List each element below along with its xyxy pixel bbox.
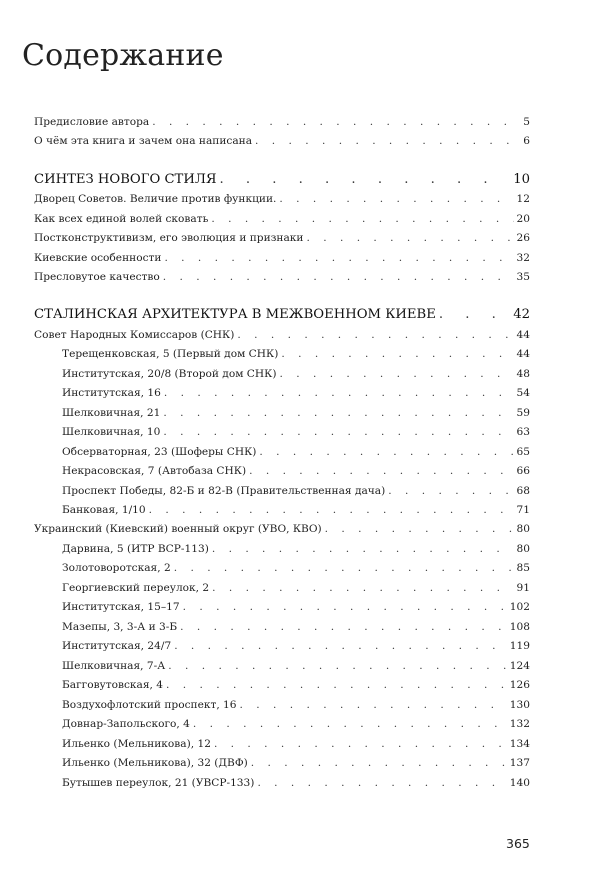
toc-entry-page: 32	[516, 252, 530, 264]
toc-entry-label: Золотоворотская, 2	[62, 562, 171, 574]
toc-entry[interactable]	[34, 115, 530, 129]
leader-dots	[180, 620, 507, 634]
toc-entry-page: 134	[509, 738, 530, 750]
toc-entry-label: Багговутовская, 4	[62, 679, 164, 691]
leader-dots	[183, 600, 507, 614]
toc-entry-page: 44	[516, 329, 530, 341]
leader-dots	[212, 581, 513, 595]
toc-entry-label: Институтская, 24/7	[62, 640, 172, 652]
toc-entry-page: 20	[516, 213, 530, 225]
toc-subentry[interactable]	[62, 484, 530, 498]
toc-subentry[interactable]	[62, 600, 530, 614]
toc-entry-label: Киевские особенности	[34, 252, 162, 264]
toc-entry[interactable]	[34, 270, 530, 284]
leader-dots	[279, 367, 513, 381]
toc-entry-label: Проспект Победы, 82-Б и 82-В (Правительственная дача)	[62, 485, 386, 497]
toc-entry-label: Институтская, 16	[62, 387, 161, 399]
toc-entry-label: СИНТЕЗ НОВОГО СТИЛЯ	[34, 172, 217, 187]
toc-entry-label: Ильенко (Мельникова), 32 (ДВФ)	[62, 757, 248, 769]
toc-entry-page: 102	[509, 601, 530, 613]
toc-entry-page: 48	[516, 368, 530, 380]
toc-subentry[interactable]	[62, 367, 530, 381]
leader-dots	[251, 756, 507, 770]
leader-dots	[163, 406, 513, 420]
leader-dots	[237, 328, 513, 342]
toc-subentry[interactable]	[62, 678, 530, 692]
toc-entry-label: Георгиевский переулок, 2	[62, 582, 210, 594]
toc-entry-label: Шелковичная, 21	[62, 407, 161, 419]
leader-dots	[439, 306, 510, 323]
leader-dots	[259, 445, 513, 459]
leader-dots	[388, 484, 513, 498]
leader-dots	[168, 659, 507, 673]
toc-entry[interactable]	[34, 212, 530, 226]
toc-entry-label: Мазепы, 3, 3-А и 3-Б	[62, 621, 178, 633]
toc-entry-page: 137	[509, 757, 530, 769]
toc-section-heading[interactable]	[34, 306, 530, 323]
toc-subentry[interactable]	[62, 561, 530, 575]
toc-subentry[interactable]	[62, 717, 530, 731]
toc-entry-label: Обсерваторная, 23 (Шоферы СНК)	[62, 446, 257, 458]
toc-entry-page: 126	[509, 679, 530, 691]
toc-entry-label: Институтская, 20/8 (Второй дом СНК)	[62, 368, 277, 380]
leader-dots	[279, 192, 513, 206]
toc-entry-page: 42	[513, 307, 530, 322]
toc-entry-page: 6	[523, 135, 530, 147]
toc-entry-page: 26	[516, 232, 530, 244]
toc-entry-page: 80	[516, 543, 530, 555]
leader-dots	[163, 425, 513, 439]
toc-subentry[interactable]	[62, 737, 530, 751]
toc-entry-label: О чём эта книга и зачем она написана	[34, 135, 253, 147]
page-number: 365	[506, 836, 530, 851]
toc-entry-page: 10	[513, 172, 530, 187]
toc-entry[interactable]	[34, 192, 530, 206]
leader-dots	[255, 134, 520, 148]
toc-subentry[interactable]	[62, 425, 530, 439]
toc-entry-page: 140	[509, 777, 530, 789]
toc-entry-label: Совет Народных Комиссаров (СНК)	[34, 329, 235, 341]
toc-subentry[interactable]	[62, 406, 530, 420]
toc-entry-label: Как всех единой волей сковать	[34, 213, 209, 225]
toc-entry-page: 91	[516, 582, 530, 594]
leader-dots	[152, 115, 520, 129]
toc-entry-page: 12	[516, 193, 530, 205]
toc-entry-label: Институтская, 15–17	[62, 601, 180, 613]
leader-dots	[220, 171, 511, 188]
leader-dots	[306, 231, 513, 245]
toc-entry-page: 68	[516, 485, 530, 497]
toc-entry-page: 65	[516, 446, 530, 458]
toc-entry-label: Шелковичная, 10	[62, 426, 161, 438]
toc-subentry[interactable]	[62, 698, 530, 712]
toc-entry-label: Бутышев переулок, 21 (УВСР-133)	[62, 777, 255, 789]
toc-subentry[interactable]	[62, 542, 530, 556]
leader-dots	[211, 212, 513, 226]
toc-entry-label: Воздухофлотский проспект, 16	[62, 699, 237, 711]
toc-entry-page: 119	[509, 640, 530, 652]
toc-entry-label: Дворец Советов. Величие против функции.	[34, 193, 277, 205]
toc-entry-label: Дарвина, 5 (ИТР ВСР-113)	[62, 543, 209, 555]
toc-entry-label: Банковая, 1/10	[62, 504, 146, 516]
toc-entry-label: Ильенко (Мельникова), 12	[62, 738, 211, 750]
toc-entry-page: 124	[509, 660, 530, 672]
toc-entry-label: Украинский (Киевский) военный округ (УВО, КВО)	[34, 523, 322, 535]
toc-subentry[interactable]	[62, 503, 530, 517]
page-title: Содержание	[22, 38, 224, 74]
toc-subentry[interactable]	[62, 464, 530, 478]
leader-dots	[193, 717, 507, 731]
toc-subentry[interactable]	[62, 620, 530, 634]
toc-entry-page: 44	[516, 348, 530, 360]
leader-dots	[281, 347, 513, 361]
toc-subentry[interactable]	[62, 581, 530, 595]
toc-entry-page: 130	[509, 699, 530, 711]
toc-subentry[interactable]	[62, 386, 530, 400]
toc-entry[interactable]	[34, 134, 530, 148]
toc-entry-page: 35	[516, 271, 530, 283]
toc-entry-page: 71	[516, 504, 530, 516]
toc-entry-page: 54	[516, 387, 530, 399]
leader-dots	[164, 386, 514, 400]
leader-dots	[163, 270, 514, 284]
toc-entry-label: Некрасовская, 7 (Автобаза СНК)	[62, 465, 247, 477]
toc-entry-page: 5	[523, 116, 530, 128]
toc-entry-page: 108	[509, 621, 530, 633]
leader-dots	[325, 522, 514, 536]
toc-entry-page: 80	[516, 523, 530, 535]
toc-entry[interactable]	[34, 328, 530, 342]
toc-subentry[interactable]	[62, 659, 530, 673]
leader-dots	[174, 561, 514, 575]
toc-entry[interactable]	[34, 522, 530, 536]
toc-entry-page: 63	[516, 426, 530, 438]
toc-subentry[interactable]	[62, 639, 530, 653]
toc-entry[interactable]	[34, 231, 530, 245]
leader-dots	[149, 503, 514, 517]
toc-entry-label: Постконструктивизм, его эволюция и признаки	[34, 232, 304, 244]
toc-entry-label: Довнар-Запольского, 4	[62, 718, 190, 730]
toc-entry-label: Терещенковская, 5 (Первый дом СНК)	[62, 348, 279, 360]
toc-entry-label: Шелковичная, 7-А	[62, 660, 166, 672]
toc-entry-label: Пресловутое качество	[34, 271, 160, 283]
leader-dots	[240, 698, 507, 712]
leader-dots	[257, 776, 506, 790]
leader-dots	[174, 639, 507, 653]
leader-dots	[249, 464, 513, 478]
toc-subentry[interactable]	[62, 445, 530, 459]
toc-entry-page: 59	[516, 407, 530, 419]
leader-dots	[212, 542, 514, 556]
toc-entry-page: 85	[516, 562, 530, 574]
toc-entry[interactable]	[34, 251, 530, 265]
toc-subentry[interactable]	[62, 776, 530, 790]
toc-entry-page: 132	[509, 718, 530, 730]
leader-dots	[214, 737, 507, 751]
toc-entry-label: СТАЛИНСКАЯ АРХИТЕКТУРА В МЕЖВОЕННОМ КИЕВЕ	[34, 307, 436, 322]
leader-dots	[166, 678, 507, 692]
toc-subentry[interactable]	[62, 756, 530, 770]
toc-entry-label: Предисловие автора	[34, 116, 150, 128]
toc-subentry[interactable]	[62, 347, 530, 361]
leader-dots	[164, 251, 513, 265]
toc-section-heading[interactable]	[34, 171, 530, 188]
toc-entry-page: 66	[516, 465, 530, 477]
